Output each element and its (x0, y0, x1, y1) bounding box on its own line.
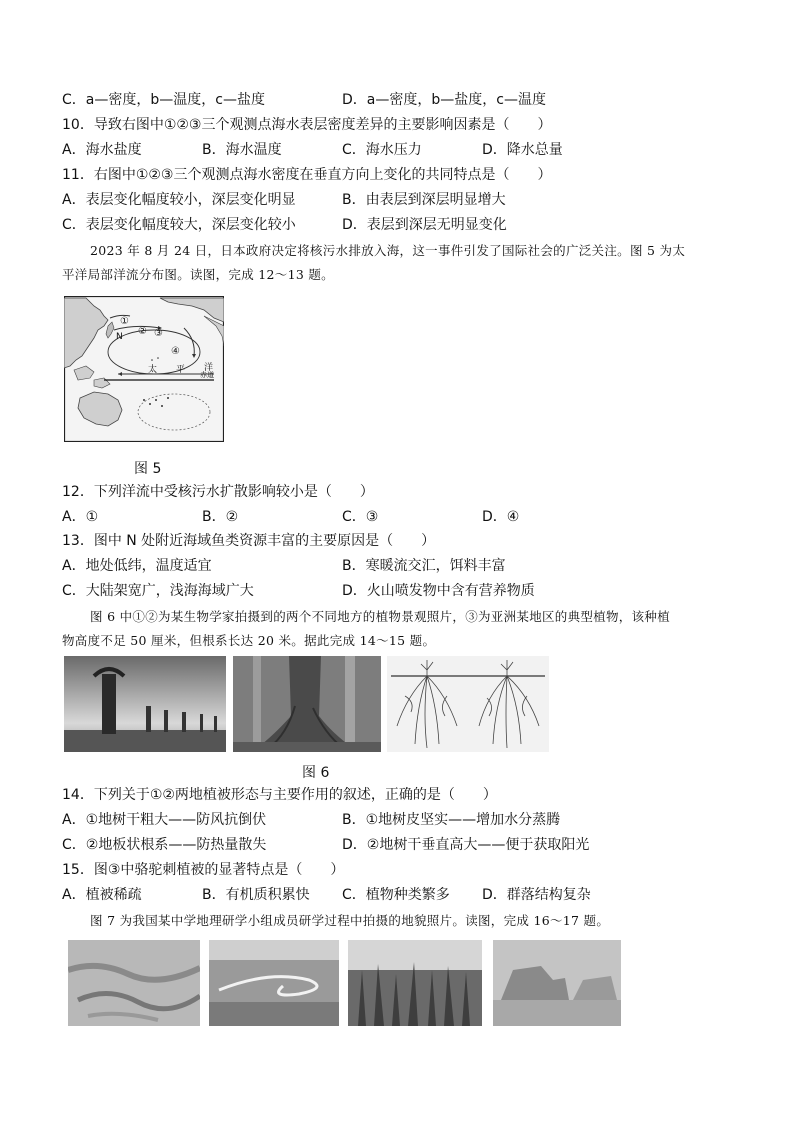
figure-7-photo-2-meander (209, 940, 339, 1026)
figure-5-caption: 图 5 (134, 461, 162, 477)
q14-stem: 14．下列关于①②两地植被形态与主要作用的叙述，正确的是（ ） (62, 787, 497, 803)
q14-option-b: B．①地树皮坚实——增加水分蒸腾 (342, 812, 561, 828)
map-label-3: ③ (154, 328, 163, 339)
q12-option-d: D．④ (482, 509, 520, 525)
map-label-equator: 赤道 (200, 371, 214, 379)
map-label-1: ① (120, 316, 129, 327)
q15-option-c: C．植物种类繁多 (342, 887, 450, 903)
intro-14-15-line2: 物高度不足 50 厘米，但根系长达 20 米。据此完成 14～15 题。 (62, 633, 436, 648)
q11-option-d: D．表层到深层无明显变化 (342, 217, 507, 233)
q12-stem: 12．下列洋流中受核污水扩散影响较小是（ ） (62, 484, 374, 500)
q11-option-a: A．表层变化幅度较小，深层变化明显 (62, 192, 296, 208)
intro-12-13-line1: 2023 年 8 月 24 日，日本政府决定将核污水排放入海，这一事件引发了国际社会的广泛关注。图 5 为太 (90, 243, 686, 258)
q13-option-c: C．大陆架宽广，浅海海域广大 (62, 583, 254, 599)
q10-option-b: B．海水温度 (202, 142, 282, 158)
q11-option-c: C．表层变化幅度较大，深层变化较小 (62, 217, 296, 233)
q12-option-a: A．① (62, 509, 99, 525)
q9-option-d: D．a—密度，b—盐度，c—温度 (342, 92, 546, 108)
figure-6-photo-2-buttress-roots (233, 656, 381, 752)
q10-option-c: C．海水压力 (342, 142, 422, 158)
q15-option-b: B．有机质积累快 (202, 887, 310, 903)
intro-16-17-line1: 图 7 为我国某中学地理研学小组成员研学过程中拍摄的地貌照片。读图，完成 16～17 题。 (90, 913, 610, 928)
q14-option-c: C．②地板状根系——防热量散失 (62, 837, 267, 853)
map-label-2: ② (138, 326, 147, 337)
figure-7-photo-3-stone-forest (348, 940, 482, 1026)
q13-option-d: D．火山喷发物中含有营养物质 (342, 583, 535, 599)
q15-option-a: A．植被稀疏 (62, 887, 142, 903)
q11-stem: 11．右图中①②③三个观测点海水密度在垂直方向上变化的共同特点是（ ） (62, 167, 552, 183)
q10-stem: 10．导致右图中①②③三个观测点海水表层密度差异的主要影响因素是（ ） (62, 117, 552, 133)
map-label-yang: 洋 (204, 363, 214, 373)
q13-option-a: A．地处低纬，温度适宜 (62, 558, 212, 574)
figure-6-caption: 图 6 (302, 765, 330, 781)
figure-6-drawing-3-roots (387, 656, 549, 752)
map-label-n: N (116, 332, 123, 342)
figure-5-map (64, 296, 224, 442)
intro-12-13-line2: 平洋局部洋流分布图。读图，完成 12～13 题。 (62, 267, 334, 282)
figure-6-photo-1-baobab (64, 656, 226, 752)
q10-option-a: A．海水盐度 (62, 142, 142, 158)
intro-14-15-line1: 图 6 中①②为某生物学家拍摄到的两个不同地方的植物景观照片，③为亚洲某地区的典型植物，该种植 (90, 609, 671, 624)
q13-stem: 13．图中 N 处附近海域鱼类资源丰富的主要原因是（ ） (62, 533, 436, 549)
q15-stem: 15．图③中骆驼刺植被的显著特点是（ ） (62, 862, 345, 878)
q11-option-b: B．由表层到深层明显增大 (342, 192, 506, 208)
q12-option-b: B．② (202, 509, 239, 525)
q12-option-c: C．③ (342, 509, 379, 525)
q10-option-d: D．降水总量 (482, 142, 563, 158)
q14-option-a: A．①地树干粗大——防风抗倒伏 (62, 812, 267, 828)
q13-option-b: B．寒暖流交汇，饵料丰富 (342, 558, 506, 574)
q15-option-d: D．群落结构复杂 (482, 887, 591, 903)
q14-option-d: D．②地树干垂直高大——便于获取阳光 (342, 837, 590, 853)
map-label-ping: 平 (176, 365, 186, 375)
map-label-4: ④ (171, 346, 180, 357)
figure-7-photo-1-dunes (68, 940, 200, 1026)
figure-7-photo-4-yardang (493, 940, 621, 1026)
q9-option-c: C．a—密度，b—温度，c—盐度 (62, 92, 265, 108)
map-label-tai: 太 (148, 365, 158, 375)
